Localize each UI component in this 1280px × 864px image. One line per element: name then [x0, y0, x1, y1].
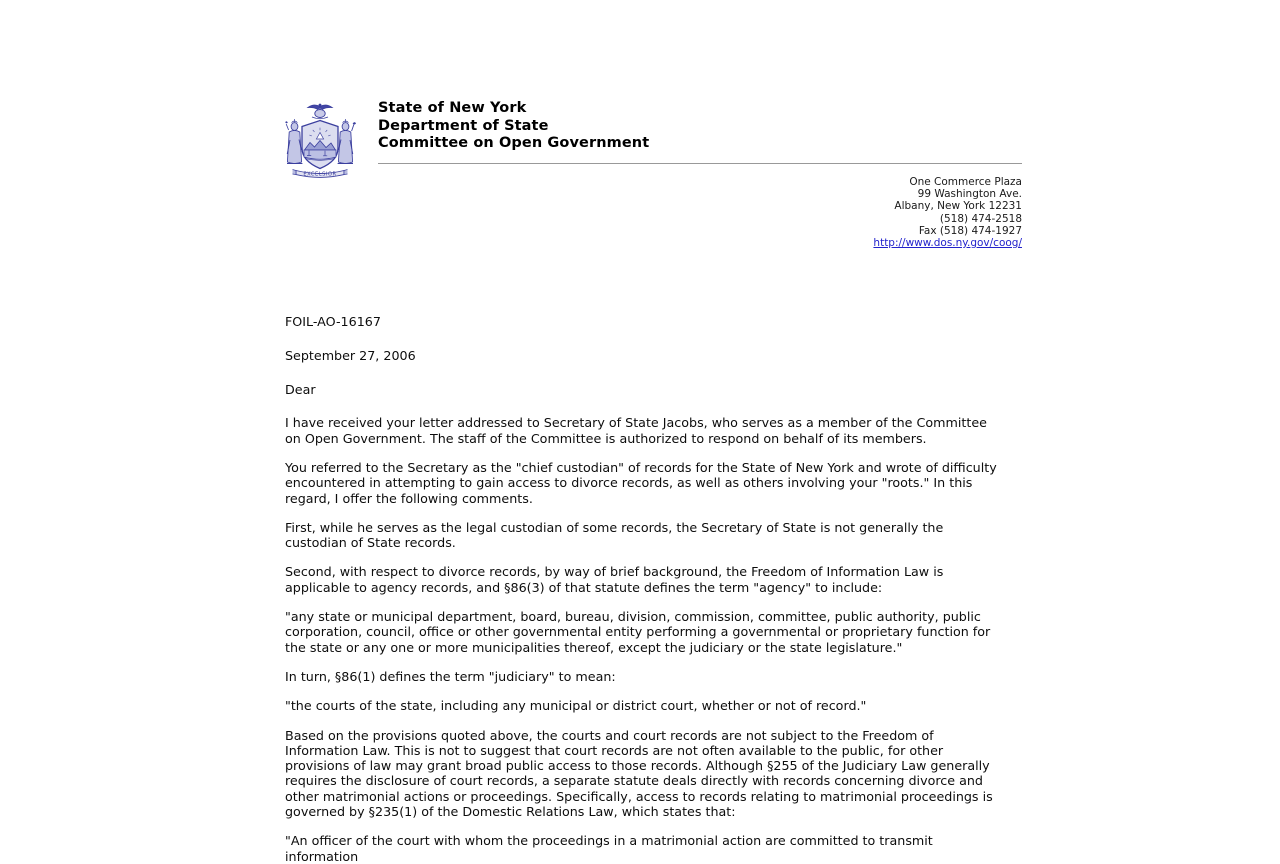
letter-date: September 27, 2006 [285, 347, 416, 363]
fax-number: Fax (518) 474-1927 [918, 224, 1022, 237]
letterhead-title-block [378, 98, 1026, 164]
quoted-statute-paragraph: "any state or municipal department, board, bureau, division, commission, committee, public authority, public corporation, council, office or other governmental entity performing a governmental or proprietary function for the state or any one or more municipalities thereof, except the judiciary or the state legislature." [285, 609, 991, 655]
body-paragraph: I have received your letter addressed to Secretary of State Jacobs, who serves as a member of the Committee on Open Government. The staff of the Committee is authorized to respond on behalf of its members. [285, 415, 987, 446]
reference-number: FOIL-AO-16167 [285, 314, 381, 329]
letterhead-divider [378, 163, 1022, 164]
letter-body [285, 314, 1001, 864]
svg-text:EXCELSIOR: EXCELSIOR [303, 171, 337, 178]
address-line-2: 99 Washington Ave. [917, 188, 1022, 201]
body-paragraph: In turn, §86(1) defines the term "judiciary" to mean: [285, 668, 616, 684]
phone-number: (518) 474-2518 [939, 212, 1022, 225]
body-paragraph: First, while he serves as the legal custodian of some records, the Secretary of State is not generally the custodian of State records. [285, 519, 944, 551]
new-york-state-coat-of-arms-icon [278, 100, 362, 180]
quoted-statute-paragraph: "the courts of the state, including any municipal or district court, whether or not of record." [285, 698, 867, 714]
org-line-department: Department of State [378, 117, 549, 134]
quoted-statute-paragraph-clipped: "An officer of the court with whom the proceedings in a matrimonial action are committed to transmit information [285, 833, 933, 864]
salutation: Dear [285, 381, 316, 397]
org-line-state: State of New York [378, 100, 527, 116]
org-line-committee: Committee on Open Government [378, 135, 650, 151]
body-paragraph: Second, with respect to divorce records, by way of brief background, the Freedom of Information Law is applicable to agency records, and §86(3) of that statute defines the term "agency" to include: [285, 564, 944, 595]
website-link[interactable]: http://www.dos.ny.gov/coog/ [873, 237, 1022, 250]
address-line-3: Albany, New York 12231 [894, 200, 1022, 213]
body-paragraph: You referred to the Secretary as the "chief custodian" of records for the State of New York and wrote of difficulty encountered in attempting to gain access to divorce records, as well as others involving your "roots." In this regard, I offer the following comments. [285, 459, 997, 506]
address-line-1: One Commerce Plaza [909, 176, 1022, 188]
contact-address-block [873, 176, 1022, 249]
body-paragraph: Based on the provisions quoted above, the courts and court records are not subject to the Freedom of Information Law. This is not to suggest that court records are not often available to the public, for other provisions of law may grant broad public access to those records. Although §255 of the Judiciary Law generally requires the disclosure of court records, a separate statute deals directly with records concerning divorce and other matrimonial actions or proceedings. Specifically, access to records relating to matrimonial proceedings is governed by §235(1) of the Domestic Relations Law, which states that: [285, 727, 993, 820]
letterhead [278, 98, 1026, 180]
